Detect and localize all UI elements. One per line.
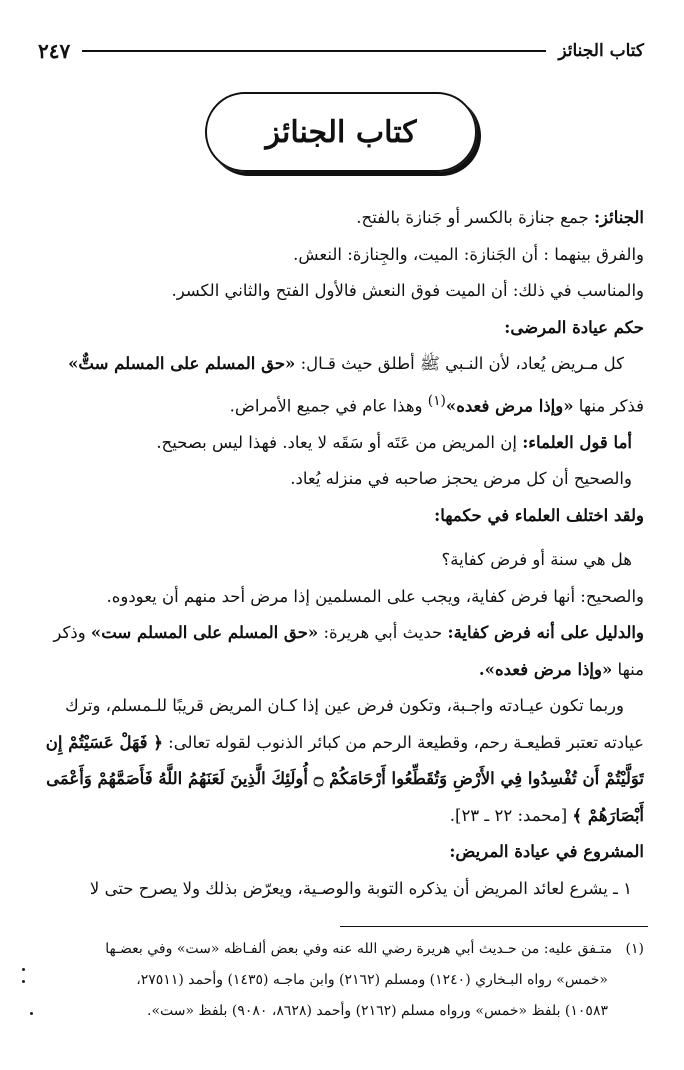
quran-verse: تَوَلَّيْتُمْ أَن تُفْسِدُوا فِي الأَرْضِ وَتُقَطِّعُوا أَرْحَامَكُمْ ۝ أُولَئِكَ الَّذِينَ لَعَنَهُمُ اللَّهُ فَأَصَمَّهُمْ وَأَعْمَى — [46, 769, 644, 788]
paragraph-definition — [36, 200, 644, 237]
page-number: ٢٤٧ — [38, 39, 71, 63]
paragraph-text: وذكر — [53, 623, 91, 642]
paragraph-difference: والفرق بينهما : أن الجَنازة: الميت، والجِنازة: النعش. — [293, 244, 644, 264]
footnote-text: متـفق عليه: من حـديث أبي هريرة رضي الله عنه وفي بعض ألفـاظه «ست» وفي بعضـها — [105, 941, 613, 957]
spacer — [36, 534, 644, 542]
section-heading: المشروع في عيادة المريض: — [449, 842, 644, 861]
chapter-title-box — [205, 92, 477, 172]
footnote-line: ١٠٥٨٣) بلفظ «خمس» ورواه مسلم (٢١٦٢) وأحمد (٨٦٢٨، ٩٠٨٠) بلفظ «ست». — [147, 1003, 608, 1019]
paragraph-hadith-cont — [36, 383, 644, 425]
paragraph-text: وهذا عام في جميع الأمراض. — [229, 396, 428, 415]
paragraph-text: إن المريض من عَتَه أو سَقَه لا يعاد. فهذا ليس بصحيح. — [156, 432, 523, 452]
paragraph-text: جمع جنازة بالكسر أو جَنازة بالفتح. — [356, 208, 589, 227]
paragraph-answer: والصحيح: أنها فرض كفاية، ويجب على المسلمين إذا مرض أحد منهم أن يعودوه. — [106, 586, 644, 606]
term-label: أما قول العلماء: — [522, 432, 632, 452]
verse-citation: [محمد: ٢٢ ـ ٢٣]. — [449, 805, 573, 825]
quran-verse: ﴿ فَهَلْ عَسَيْتُمْ إِن — [45, 732, 163, 752]
body-text — [36, 200, 644, 907]
paragraph-obligation-cont — [36, 725, 644, 762]
paragraph-relation: والمناسب في ذلك: أن الميت فوق النعش فالأول الفتح والثاني الكسر. — [171, 281, 644, 300]
section-heading: حكم عيادة المرضى: — [504, 317, 644, 337]
running-title: كتاب الجنائز — [558, 41, 644, 61]
footnote-line: «خمس» رواه البـخاري (١٢٤٠) ومسلم (٢١٦٢) وابن ماجـه (١٤٣٥) وأحمد (٢٧٥١١، — [136, 972, 608, 988]
hadith-quote: «حق المسلم على المسلم ستٌّ» — [68, 354, 296, 373]
footnote-rule — [340, 926, 648, 927]
paragraph-text: حديث أبي هريرة: — [318, 623, 448, 642]
footnote-marker: (١) — [625, 941, 644, 957]
term-label: والدليل على أنه فرض كفاية: — [447, 623, 644, 642]
paragraph-scholars — [36, 425, 644, 462]
header-rule — [82, 50, 546, 52]
scan-speck — [30, 1012, 33, 1015]
section-heading: ولقد اختلف العلماء في حكمها: — [434, 505, 644, 525]
paragraph-text: عيادته تعتبر قطيعـة رحم، وقطيعة الرحم من كبائر الذنوب لقوله تعالى: — [162, 732, 644, 752]
scan-speck — [22, 980, 25, 983]
chapter-title: كتاب الجنائز — [265, 114, 417, 150]
footnote-line — [36, 934, 644, 965]
hadith-quote: «وإذا مرض فعده» — [445, 396, 574, 415]
paragraph-question: هل هي سنة أو فرض كفاية؟ — [441, 550, 632, 569]
paragraph-text: فذكر منها — [573, 396, 644, 415]
paragraph-text: كل مـريض يُعاد، لأن النـبي ﷺ أطلق حيث قـال: — [295, 354, 624, 373]
paragraph-hadith — [36, 346, 644, 383]
footnotes — [36, 934, 644, 1027]
paragraph-evidence — [36, 615, 644, 652]
hadith-quote: «حق المسلم على المسلم ست» — [90, 623, 319, 642]
paragraph-verse-end — [36, 798, 644, 835]
paragraph-list-item: ١ ـ يشرع لعائد المريض أن يذكره التوبة والوصـية، ويعرّض بذلك ولا يصرح حتى لا — [89, 878, 632, 898]
term-label: الجنائز: — [593, 208, 644, 227]
paragraph-obligation: وربما تكون عيـادته واجـبة، وتكون فرض عين إذا كـان المريض قريبًا للـمسلم، وترك — [65, 696, 624, 715]
running-header — [38, 36, 644, 66]
quran-verse: أَبْصَارَهُمْ ﴾ — [572, 805, 644, 825]
footnote-ref: (١) — [427, 392, 446, 409]
paragraph-evidence-cont — [36, 652, 644, 689]
scan-speck — [22, 968, 25, 971]
hadith-quote: «وإذا مرض فعده». — [478, 659, 613, 679]
paragraph-text: منها — [612, 659, 644, 679]
paragraph-correct: والصحيح أن كل مرض يحجز صاحبه في منزله يُعاد. — [290, 469, 632, 488]
